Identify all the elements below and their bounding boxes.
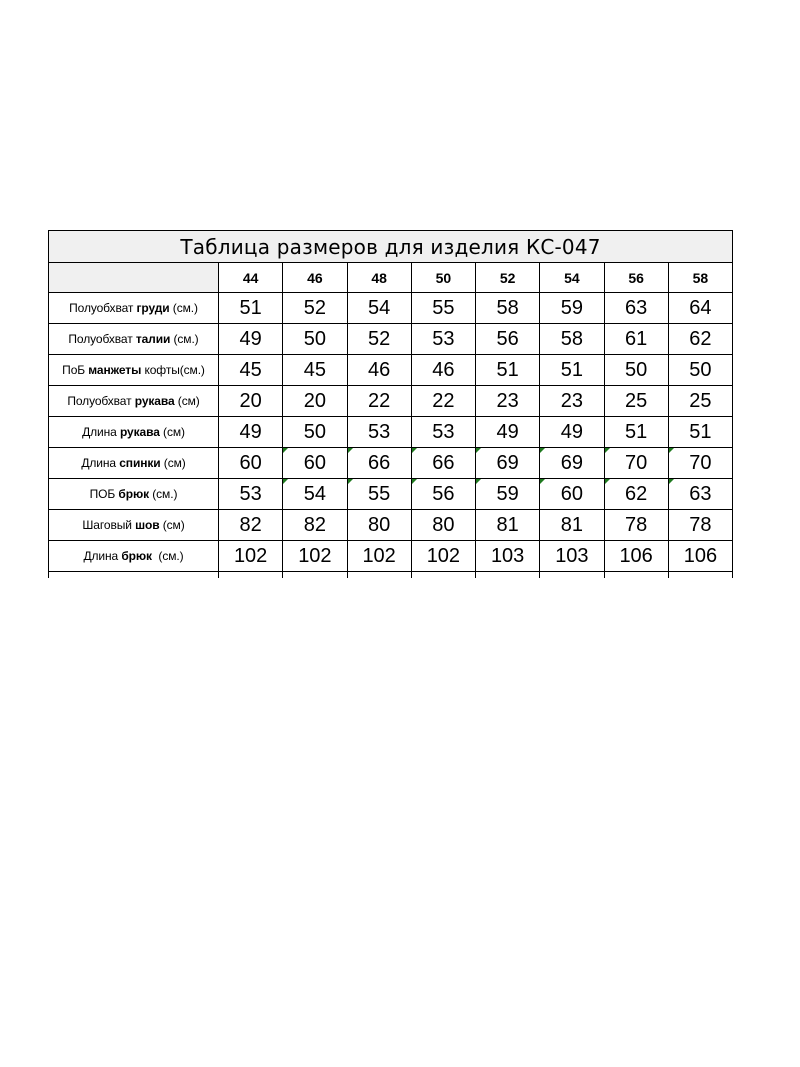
measurement-value: 25 (668, 386, 732, 417)
measurement-value: 69 (476, 448, 540, 479)
measurement-value: 60 (540, 479, 604, 510)
measurement-label-keyword: рукава (134, 394, 175, 408)
measurement-label (49, 386, 219, 417)
header-corner-cell (49, 263, 219, 293)
measurement-label-prefix: ПоБ (62, 363, 89, 377)
measurement-value: 106 (668, 541, 732, 572)
measurement-value: 63 (604, 293, 668, 324)
measurement-row (49, 386, 733, 417)
measurement-value: 103 (476, 541, 540, 572)
measurement-value: 46 (347, 355, 411, 386)
measurement-label-keyword: манжеты (88, 363, 142, 377)
measurement-value: 54 (347, 293, 411, 324)
measurement-value: 70 (604, 448, 668, 479)
measurement-row (49, 355, 733, 386)
measurement-label-prefix: Полуобхват (67, 394, 135, 408)
measurement-label-prefix: Полуобхват (69, 301, 137, 315)
measurement-value: 50 (668, 355, 732, 386)
measurement-value: 52 (347, 324, 411, 355)
empty-cell (476, 572, 540, 579)
measurement-value: 102 (347, 541, 411, 572)
empty-cell (411, 572, 475, 579)
measurement-value: 49 (219, 417, 283, 448)
measurement-value: 80 (347, 510, 411, 541)
measurement-label (49, 417, 219, 448)
measurement-value: 49 (540, 417, 604, 448)
measurement-label-keyword: талии (135, 332, 171, 346)
measurement-row (49, 479, 733, 510)
measurement-label-suffix: (см.) (169, 301, 198, 315)
measurement-value: 58 (540, 324, 604, 355)
measurement-value: 52 (283, 293, 347, 324)
measurement-label-suffix: (см.) (151, 549, 184, 563)
measurement-value: 45 (283, 355, 347, 386)
measurement-label (49, 479, 219, 510)
measurement-value: 64 (668, 293, 732, 324)
measurement-value: 20 (219, 386, 283, 417)
measurement-label-suffix: (см.) (149, 487, 178, 501)
measurement-value: 22 (411, 386, 475, 417)
measurement-value: 70 (668, 448, 732, 479)
measurement-value: 80 (411, 510, 475, 541)
measurement-value: 59 (476, 479, 540, 510)
measurement-label (49, 355, 219, 386)
measurement-label-prefix: Длина (81, 456, 120, 470)
measurement-value: 49 (476, 417, 540, 448)
measurement-value: 53 (347, 417, 411, 448)
measurement-label-prefix: Длина (82, 425, 120, 439)
measurement-label (49, 541, 219, 572)
measurement-label-suffix: (см) (160, 456, 186, 470)
measurement-value: 102 (283, 541, 347, 572)
measurement-row (49, 293, 733, 324)
empty-cell (283, 572, 347, 579)
measurement-label-prefix: ПОБ (89, 487, 119, 501)
measurement-value: 56 (476, 324, 540, 355)
measurement-value: 46 (411, 355, 475, 386)
measurement-value: 69 (540, 448, 604, 479)
measurement-value: 50 (283, 324, 347, 355)
measurement-value: 82 (283, 510, 347, 541)
measurement-label-suffix: (см) (159, 518, 185, 532)
measurement-value: 51 (540, 355, 604, 386)
measurement-value: 51 (604, 417, 668, 448)
empty-cell (540, 572, 604, 579)
measurement-value: 51 (219, 293, 283, 324)
measurement-label-prefix: Полуобхват (68, 332, 136, 346)
measurement-label-keyword: брюк (118, 487, 150, 501)
measurement-value: 102 (219, 541, 283, 572)
measurement-value: 51 (476, 355, 540, 386)
size-header-cell: 44 (219, 263, 283, 293)
measurement-value: 51 (668, 417, 732, 448)
measurement-value: 60 (219, 448, 283, 479)
size-chart-sheet (48, 230, 732, 578)
measurement-value: 20 (283, 386, 347, 417)
measurement-value: 66 (411, 448, 475, 479)
size-header-row (49, 263, 733, 293)
measurement-value: 81 (540, 510, 604, 541)
measurement-value: 55 (347, 479, 411, 510)
measurement-value: 54 (283, 479, 347, 510)
measurement-value: 66 (347, 448, 411, 479)
measurement-value: 60 (283, 448, 347, 479)
measurement-value: 45 (219, 355, 283, 386)
size-header-cell: 52 (476, 263, 540, 293)
measurement-label (49, 293, 219, 324)
empty-cell (219, 572, 283, 579)
measurement-value: 55 (411, 293, 475, 324)
table-tail-row (49, 572, 733, 579)
measurement-value: 50 (283, 417, 347, 448)
measurement-label (49, 510, 219, 541)
measurement-value: 53 (411, 417, 475, 448)
measurement-value: 50 (604, 355, 668, 386)
measurement-label-keyword: брюк (121, 549, 152, 563)
empty-cell (49, 572, 219, 579)
measurement-row (49, 448, 733, 479)
size-header-cell: 48 (347, 263, 411, 293)
measurement-row (49, 510, 733, 541)
measurement-value: 81 (476, 510, 540, 541)
measurement-label-prefix: Длина (83, 549, 122, 563)
measurement-value: 61 (604, 324, 668, 355)
measurement-value: 23 (540, 386, 604, 417)
measurement-label-suffix: (см.) (170, 332, 199, 346)
measurement-value: 62 (604, 479, 668, 510)
size-header-cell: 50 (411, 263, 475, 293)
size-header-cell: 54 (540, 263, 604, 293)
empty-cell (668, 572, 732, 579)
empty-cell (347, 572, 411, 579)
measurement-value: 58 (476, 293, 540, 324)
measurement-value: 53 (411, 324, 475, 355)
measurement-label-prefix: Шаговый (82, 518, 136, 532)
measurement-label-suffix: кофты(см.) (141, 363, 205, 377)
measurement-row (49, 541, 733, 572)
measurement-value: 22 (347, 386, 411, 417)
measurement-value: 53 (219, 479, 283, 510)
measurement-value: 25 (604, 386, 668, 417)
measurement-value: 62 (668, 324, 732, 355)
measurement-label-suffix: (см) (159, 425, 185, 439)
measurement-label-suffix: (см) (174, 394, 200, 408)
measurement-row (49, 417, 733, 448)
measurement-value: 102 (411, 541, 475, 572)
measurement-value: 78 (668, 510, 732, 541)
measurement-value: 49 (219, 324, 283, 355)
measurement-label-keyword: спинки (119, 456, 161, 470)
empty-cell (604, 572, 668, 579)
measurement-value: 59 (540, 293, 604, 324)
measurement-label (49, 448, 219, 479)
measurement-value: 78 (604, 510, 668, 541)
measurement-label-keyword: груди (136, 301, 170, 315)
measurement-value: 106 (604, 541, 668, 572)
measurement-value: 56 (411, 479, 475, 510)
size-header-cell: 56 (604, 263, 668, 293)
size-header-cell: 46 (283, 263, 347, 293)
measurement-row (49, 324, 733, 355)
measurement-value: 23 (476, 386, 540, 417)
measurement-value: 82 (219, 510, 283, 541)
measurement-label-keyword: рукава (119, 425, 160, 439)
measurement-value: 103 (540, 541, 604, 572)
size-chart-table (48, 230, 733, 578)
table-title: Таблица размеров для изделия КС-047 (49, 231, 733, 263)
measurement-label (49, 324, 219, 355)
measurement-value: 63 (668, 479, 732, 510)
size-header-cell: 58 (668, 263, 732, 293)
measurement-label-keyword: шов (135, 518, 160, 532)
